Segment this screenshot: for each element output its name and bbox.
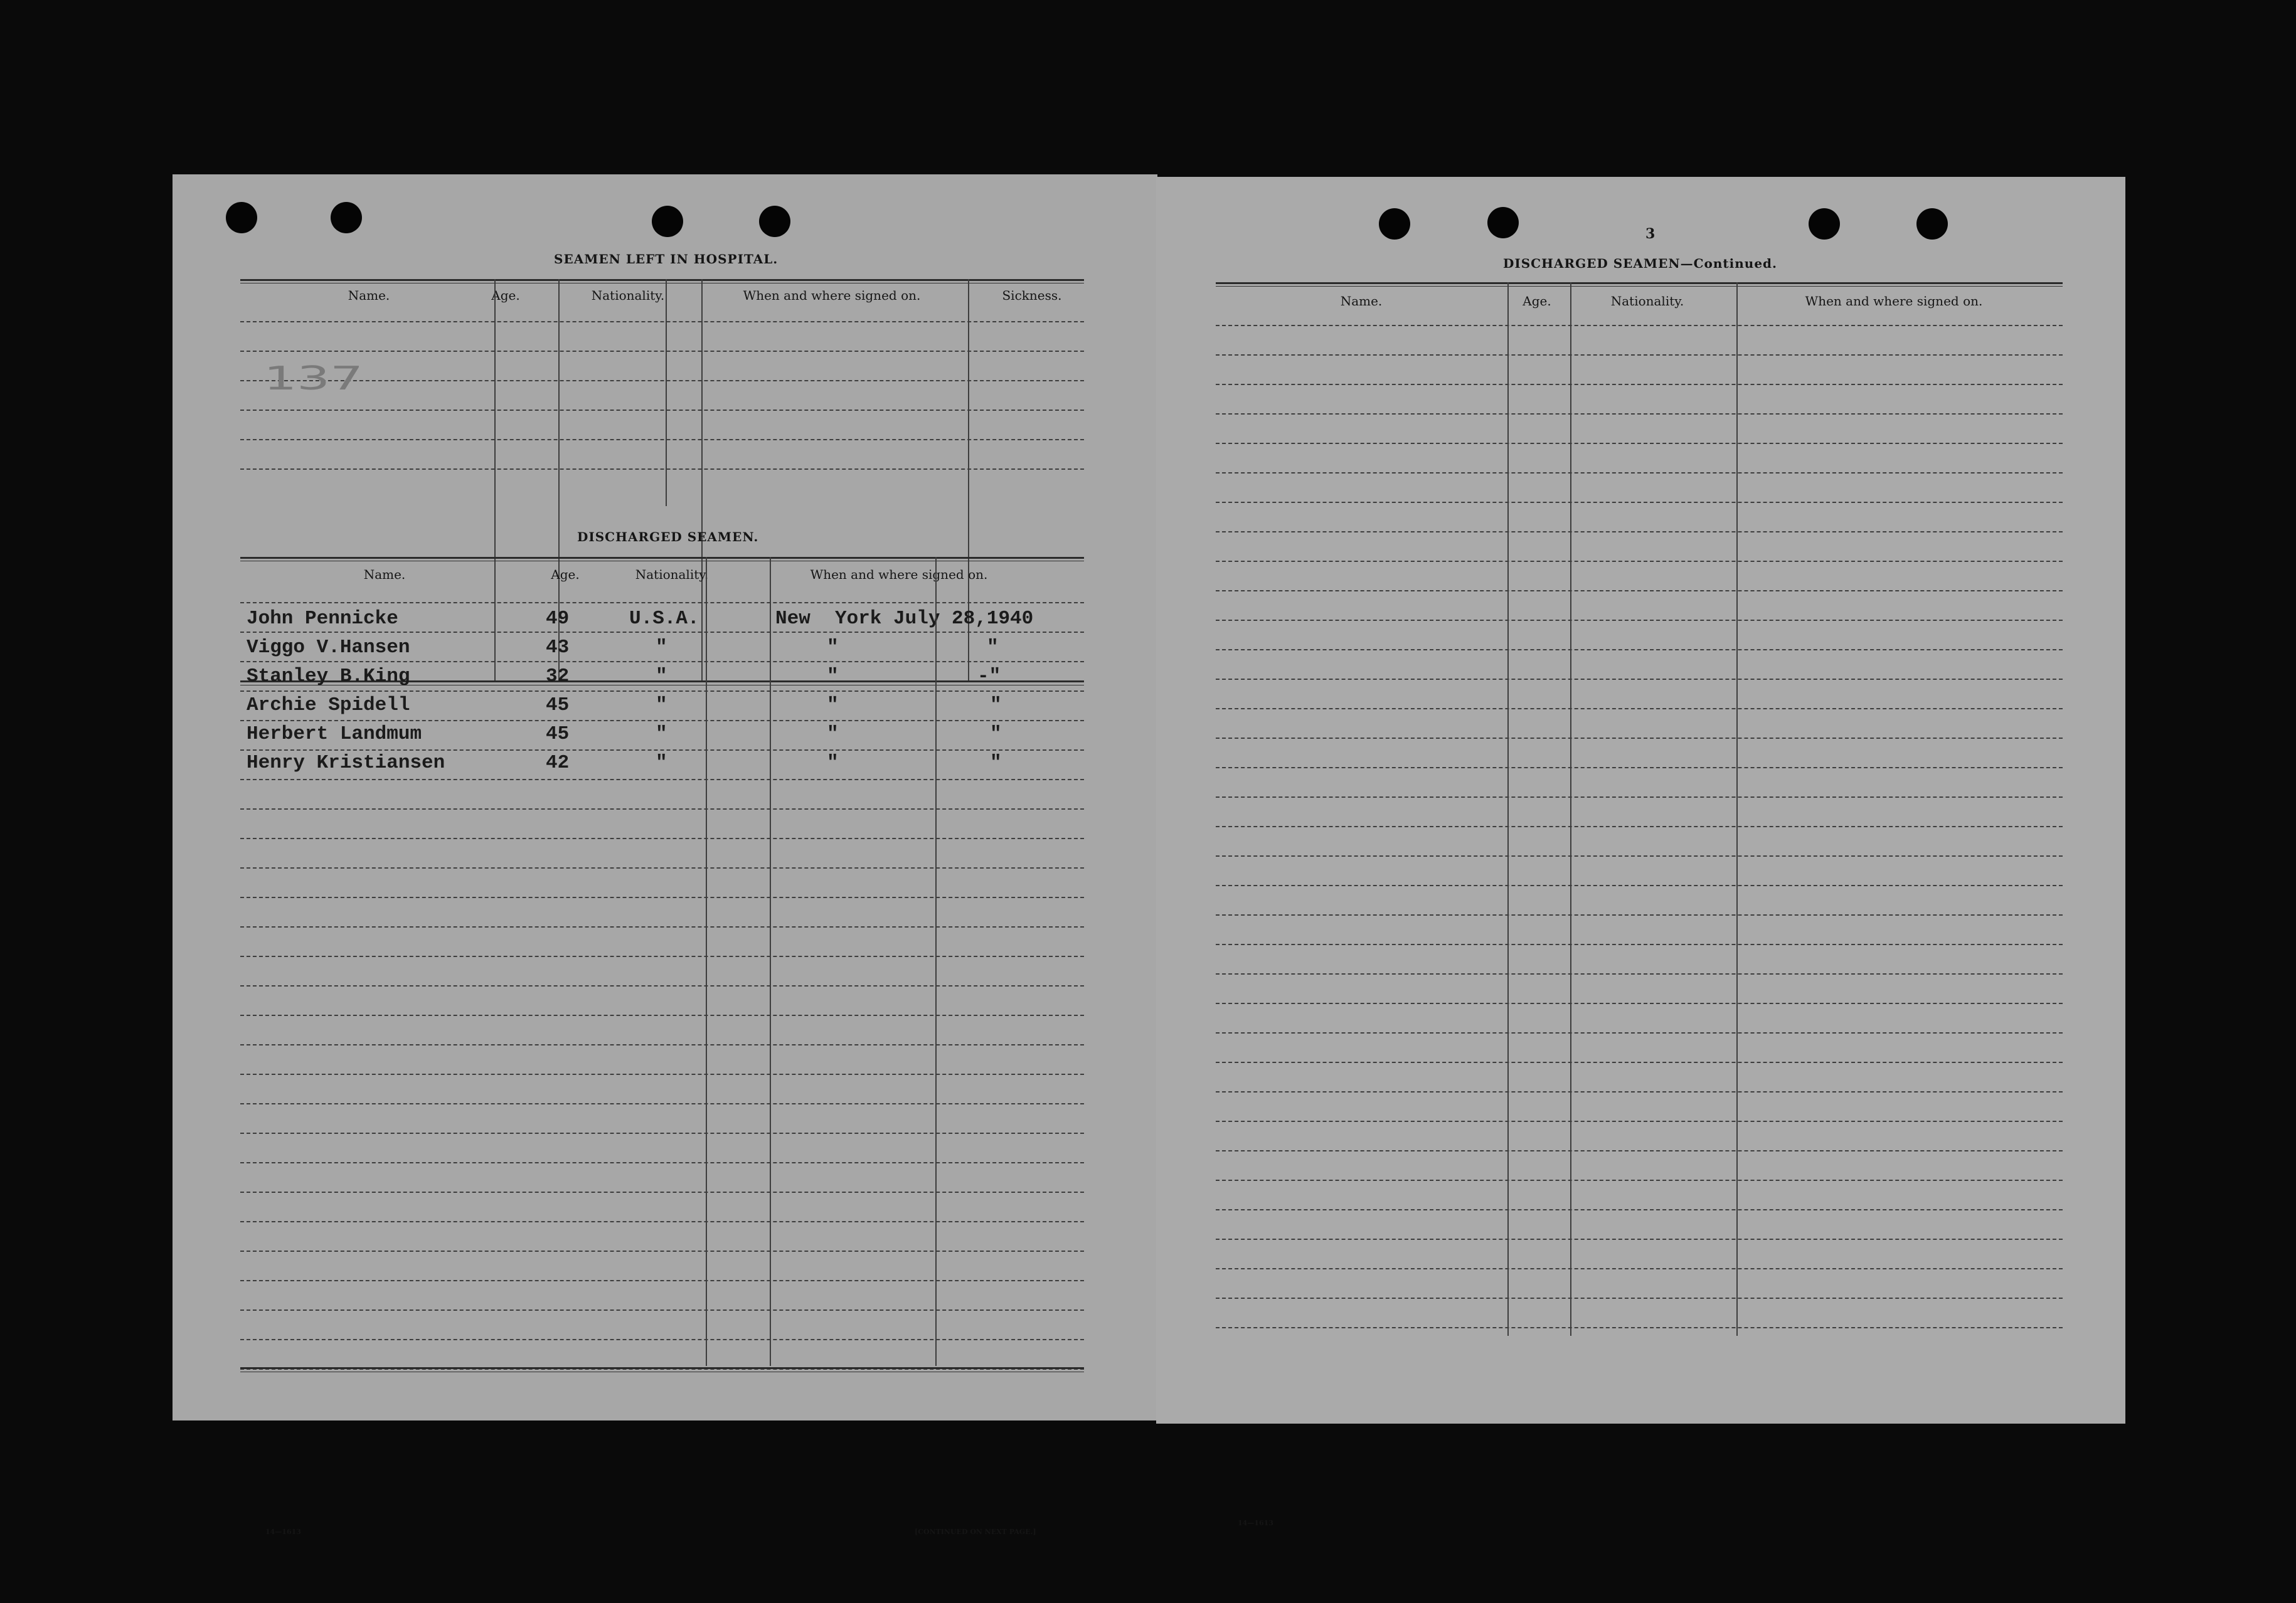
column-rule <box>706 557 707 1366</box>
column-rule <box>935 557 937 1366</box>
ruled-line <box>1216 413 2063 415</box>
seaman-nationality: " <box>656 694 667 716</box>
ruled-line <box>240 1015 1084 1016</box>
punch-hole <box>226 202 257 233</box>
ruled-line <box>1216 649 2063 650</box>
ruled-line <box>240 439 1084 440</box>
table-row <box>240 748 1084 777</box>
hospital-title: SEAMEN LEFT IN HOSPITAL. <box>554 251 779 267</box>
signed-date: " <box>990 694 1002 716</box>
discharged-continued-table <box>1216 282 2063 1337</box>
form-number: 14—1613 <box>1238 1519 1273 1527</box>
seaman-nationality: U.S.A. <box>629 608 699 630</box>
col-nationality-header: Nationality. <box>591 288 665 303</box>
discharged-continued-title: DISCHARGED SEAMEN—Continued. <box>1503 256 1777 271</box>
ruled-line <box>1216 531 2063 532</box>
table-rule <box>1216 282 2063 284</box>
col-name-header: Name. <box>363 567 406 582</box>
seaman-nationality: " <box>656 723 667 745</box>
ruled-line <box>1216 354 2063 356</box>
ruled-line <box>240 380 1084 381</box>
discharged-title: DISCHARGED SEAMEN. <box>577 529 759 544</box>
table-row <box>240 719 1084 748</box>
ruled-line <box>1216 1268 2063 1269</box>
col-nationality-header: Nationality. <box>1610 294 1684 309</box>
seaman-name: Archie Spidell <box>247 694 410 716</box>
ruled-line <box>1216 1032 2063 1034</box>
col-age-header: Age. <box>491 288 520 303</box>
punch-hole <box>331 202 362 233</box>
ruled-line <box>1216 1209 2063 1210</box>
col-age-header: Age. <box>1523 294 1551 309</box>
margin-number: 137 <box>263 360 364 398</box>
col-sickness-header: Sickness. <box>1002 288 1062 303</box>
signed-date: " <box>987 637 999 659</box>
seaman-age: 49 <box>546 608 570 630</box>
ruled-line <box>1216 1327 2063 1328</box>
table-row <box>240 604 1084 633</box>
punch-hole <box>652 206 683 237</box>
seaman-age: 45 <box>546 723 570 745</box>
col-signed-header: When and where signed on. <box>1805 294 1983 309</box>
column-rule <box>1507 282 1509 1336</box>
seaman-nationality: " <box>656 637 667 659</box>
ruled-line <box>240 1044 1084 1045</box>
ruled-line <box>240 1251 1084 1252</box>
seaman-age: 43 <box>546 637 570 659</box>
ruled-line <box>240 1221 1084 1222</box>
ruled-line <box>240 956 1084 957</box>
punch-hole <box>1379 208 1410 240</box>
signed-date: " <box>990 752 1002 774</box>
ruled-line <box>1216 620 2063 621</box>
ruled-line <box>240 867 1084 869</box>
seaman-name: Viggo V.Hansen <box>247 637 410 659</box>
ruled-line <box>240 690 1084 692</box>
seaman-name: Stanley B.King <box>247 665 410 687</box>
discharged-table <box>240 557 1084 1387</box>
col-signed-header: When and where signed on. <box>810 567 988 582</box>
signed-place: New <box>775 608 811 630</box>
ruled-line <box>1216 796 2063 798</box>
seaman-name: Henry Kristiansen <box>247 752 445 774</box>
table-row <box>240 633 1084 662</box>
seaman-nationality: " <box>656 752 667 774</box>
table-rule <box>240 1367 1084 1369</box>
page-number: 3 <box>1645 226 1656 242</box>
column-rule <box>666 279 667 506</box>
column-rule <box>1736 282 1738 1336</box>
left-page <box>173 174 1157 1536</box>
ruled-line <box>1216 590 2063 591</box>
ruled-line <box>1216 708 2063 709</box>
ruled-line <box>1216 738 2063 739</box>
ruled-line <box>1216 1003 2063 1004</box>
ruled-line <box>240 321 1084 322</box>
ruled-line <box>1216 679 2063 680</box>
ruled-line <box>240 1074 1084 1075</box>
punch-hole <box>759 206 790 237</box>
ruled-line <box>1216 767 2063 768</box>
ruled-line <box>1216 885 2063 886</box>
seaman-name: John Pennicke <box>247 608 398 630</box>
col-name-header: Name. <box>348 288 390 303</box>
continued-note: [CONTINUED ON NEXT PAGE.] <box>915 1528 1036 1536</box>
ruled-line <box>240 808 1084 810</box>
ruled-line <box>1216 1062 2063 1063</box>
seaman-age: 45 <box>546 694 570 716</box>
seaman-nationality: " <box>656 665 667 687</box>
ruled-line <box>240 351 1084 352</box>
ruled-line <box>240 985 1084 987</box>
ruled-line <box>240 1162 1084 1163</box>
ruled-line <box>240 1192 1084 1193</box>
signed-place: " <box>827 723 839 745</box>
ruled-line <box>1216 472 2063 473</box>
col-nationality-header: Nationality. <box>635 567 709 582</box>
punch-hole <box>1916 208 1948 240</box>
seaman-age: 42 <box>546 752 570 774</box>
ruled-line <box>240 897 1084 898</box>
ruled-line <box>1216 443 2063 444</box>
ruled-line <box>240 1309 1084 1311</box>
ruled-line <box>1216 914 2063 916</box>
signed-place: " <box>827 752 839 774</box>
ruled-line <box>1216 325 2063 326</box>
ruled-line <box>1216 502 2063 503</box>
ruled-line <box>1216 973 2063 975</box>
signed-place: " <box>827 694 839 716</box>
col-signed-header: When and where signed on. <box>743 288 921 303</box>
ruled-line <box>1216 944 2063 945</box>
table-row <box>240 662 1084 690</box>
ruled-line <box>240 838 1084 839</box>
ruled-line <box>1216 561 2063 562</box>
signed-date: " <box>990 723 1002 745</box>
ruled-line <box>240 1103 1084 1104</box>
ruled-line <box>240 632 1084 633</box>
ruled-line <box>1216 826 2063 827</box>
ruled-line <box>1216 1298 2063 1299</box>
ruled-line <box>1216 1121 2063 1122</box>
ruled-line <box>240 749 1084 751</box>
right-page <box>1156 177 2125 1527</box>
seaman-age: 32 <box>546 665 570 687</box>
punch-hole <box>1487 207 1519 238</box>
punch-hole <box>1809 208 1840 240</box>
signed-date: -" <box>977 665 1001 687</box>
ruled-line <box>240 926 1084 928</box>
ruled-line <box>240 468 1084 470</box>
ruled-line <box>240 1339 1084 1340</box>
table-rule <box>240 279 1084 281</box>
col-age-header: Age. <box>551 567 580 582</box>
ruled-line <box>240 410 1084 411</box>
ruled-line <box>240 661 1084 662</box>
ruled-line <box>1216 1091 2063 1092</box>
ruled-line <box>1216 384 2063 385</box>
table-rule <box>1216 286 2063 287</box>
signed-place: " <box>827 665 839 687</box>
ruled-line <box>240 602 1084 603</box>
form-number: 14—1613 <box>265 1528 301 1536</box>
col-name-header: Name. <box>1340 294 1383 309</box>
ruled-line <box>240 720 1084 721</box>
ruled-line <box>1216 855 2063 857</box>
ruled-line <box>240 1280 1084 1281</box>
ruled-line <box>1216 1150 2063 1151</box>
table-row <box>240 690 1084 719</box>
ruled-line <box>240 1133 1084 1134</box>
table-rule <box>240 557 1084 559</box>
ruled-line <box>1216 1180 2063 1181</box>
seaman-name: Herbert Landmum <box>247 723 422 745</box>
column-rule <box>770 557 771 1366</box>
ruled-line <box>240 779 1084 780</box>
signed-place: " <box>827 637 839 659</box>
signed-date: York July 28,1940 <box>835 608 1034 630</box>
column-rule <box>1570 282 1571 1336</box>
ruled-line <box>1216 1239 2063 1240</box>
